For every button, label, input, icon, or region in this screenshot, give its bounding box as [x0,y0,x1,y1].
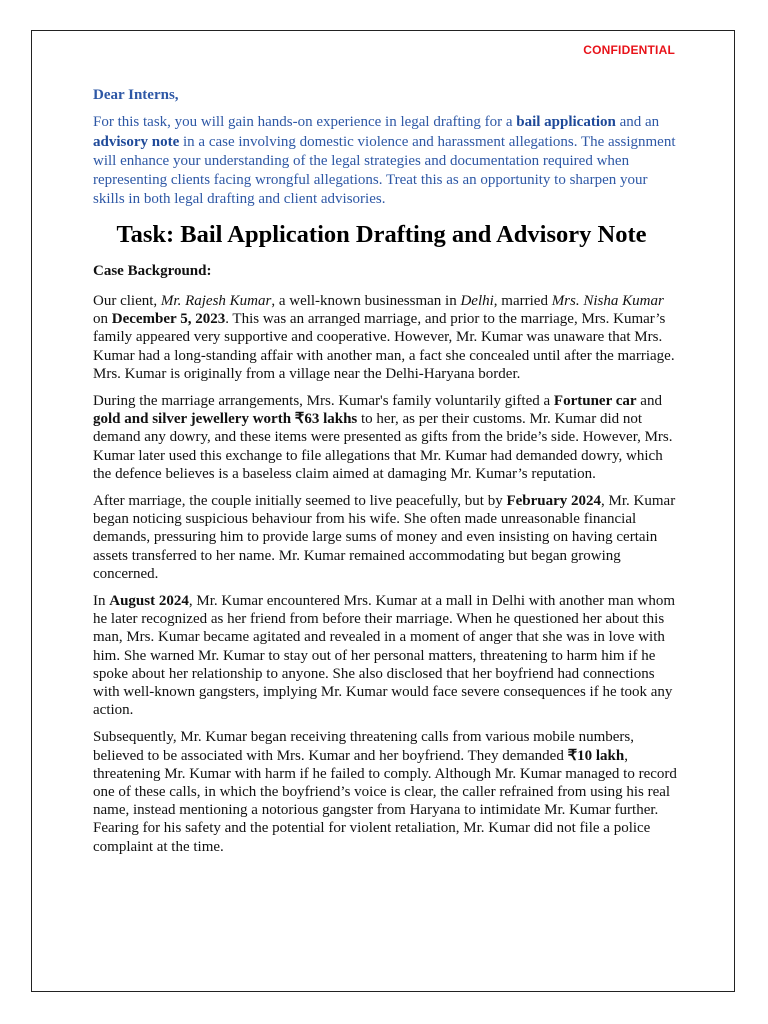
intro-bold-advisory: advisory note [93,133,180,150]
text-run: , married [493,292,552,309]
document-content [93,86,678,865]
text-run: In [93,593,110,610]
intro-text: in a case involving domestic violence and harassment allegations. The assignment will enhance your understanding of the legal strategies and documentation required when representing clients facing wrongful allegations. Treat this as an opportunity to sharpen your skills in both legal drafting and client advisories. [93,133,676,208]
text-run: Our client, [93,292,161,309]
intro-bold-bail: bail application [516,114,616,131]
case-paragraph-4 [93,592,678,719]
page-title: Task: Bail Application Drafting and Advisory Note [116,220,647,248]
case-paragraph-1 [93,292,678,383]
text-run: After marriage, the couple initially seemed to live peacefully, but by [93,493,507,510]
text-run: During the marriage arrangements, Mrs. Kumar's family voluntarily gifted a [93,393,554,409]
text-run: , threatening Mr. Kumar with harm if he failed to comply. Although Mr. Kumar managed to record one of these calls, in which the boyfriend’s voice is clear, the caller refrained from using his real name, instead mentioning a notorious gangster from Haryana to intimidate Mr. Kumar further. Fearing for his safety and the potential for violent retaliation, Mr. Kumar did not file a police complaint at the time. [93,747,677,855]
intro-text: For this task, you will gain hands-on experience in legal drafting for a [93,114,517,131]
text-run: , Mr. Kumar encountered Mrs. Kumar at a mall in Delhi with another man whom he later recognized as her friend from before their marriage. When he questioned her about this man, Mrs. Kumar became agitated and revealed in a moment of anger that she was in love with him. She warned Mr. Kumar to stay out of her personal matters, threatening to harm him if he spoke about her relationship to anyone. She also disclosed that her boyfriend had connections with well-known gangsters, implying Mr. Kumar would face severe consequences if he took any action. [93,593,675,719]
intro-section [93,86,678,210]
case-paragraph-5 [93,728,678,855]
bold-run: gold and silver jewellery worth ₹63 lakhs [93,411,358,428]
confidential-label: CONFIDENTIAL [583,43,675,57]
bold-run: Fortuner car [553,393,637,409]
greeting: Dear Interns, [93,87,179,103]
text-run: Subsequently, Mr. Kumar began receiving threatening calls from various mobile numbers, believed to be associated with Mrs. Kumar and her boyfriend. They demanded [93,729,634,764]
text-run: . This was an arranged marriage, and prior to the marriage, Mrs. Kumar’s family appeared very supportive and cooperative. However, Mr. Kumar was unaware that Mrs. Kumar had a long-standing affair with another man, a fact she concealed until after the marriage. Mrs. Kumar is originally from a village near the Delhi-Haryana border. [93,311,675,382]
text-run: to her, as per their customs. Mr. Kumar did not demand any dowry, and these items were presented as gifts from the bride’s side. However, Mrs. Kumar later used this exchange to file allegations that Mr. Kumar had demanded dowry, which the defence believes is a baseless claim aimed at damaging Mr. Kumar’s reputation. [93,411,673,482]
text-run: , a well-known businessman in [271,292,461,309]
text-run: , Mr. Kumar began noticing suspicious behaviour from his wife. She often made unreasonable financial demands, pressuring him to provide large sums of money and even insisting on having certain assets transferred to her name. Mr. Kumar remained accommodating but began growing concerned. [93,493,676,582]
case-paragraph-3 [93,492,678,583]
text-run: and [636,393,662,409]
bold-run: August 2024 [109,593,189,610]
case-paragraph-2 [93,392,678,483]
bold-run: February 2024 [506,493,602,510]
italic-run: Mr. Rajesh Kumar [160,292,272,309]
bold-run: ₹10 lakh [567,747,625,764]
text-run: on [93,311,112,328]
case-background-section [93,262,678,856]
intro-paragraph [93,113,678,209]
italic-run: Mrs. Nisha Kumar [551,292,664,309]
italic-run: Delhi [460,292,494,309]
intro-text: and an [615,114,660,131]
bold-run: December 5, 2023 [111,311,226,328]
section-heading: Case Background: [93,262,212,279]
